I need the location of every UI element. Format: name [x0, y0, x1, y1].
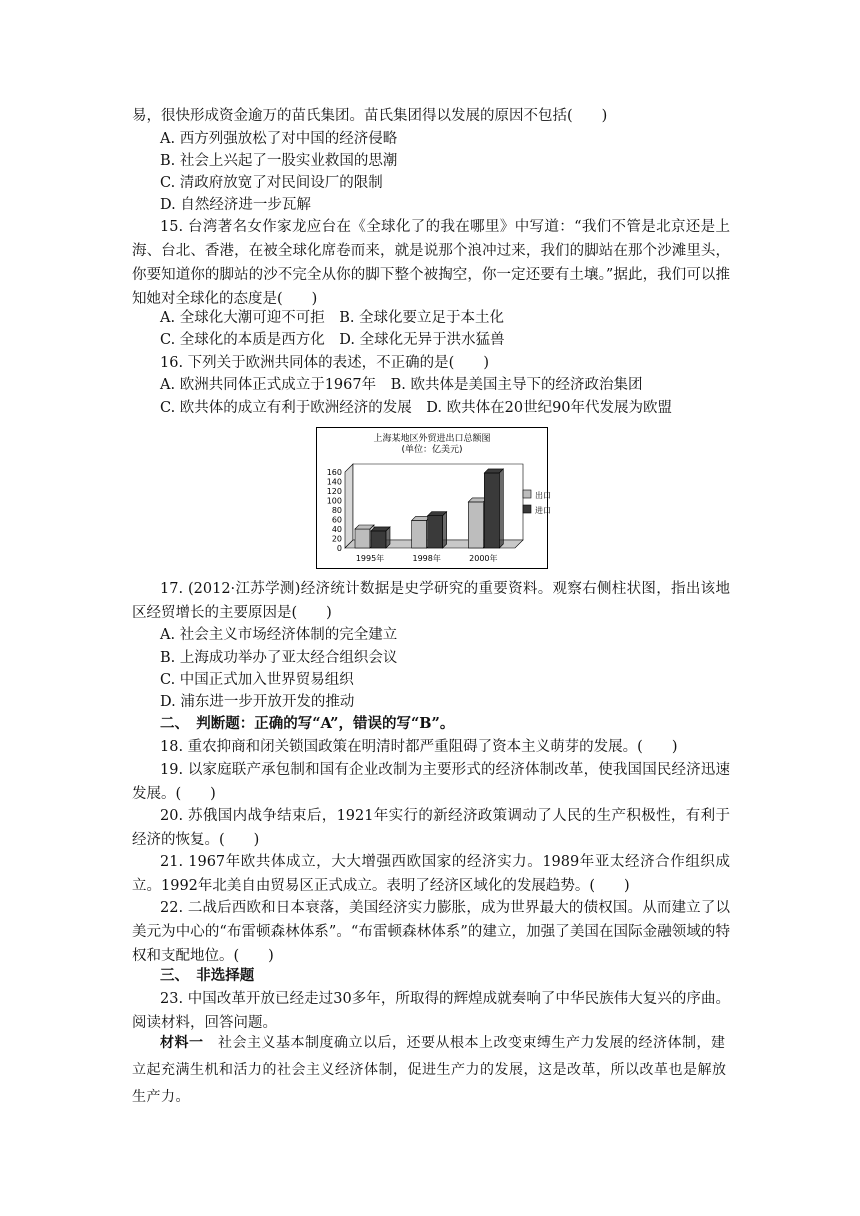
material-one [132, 1030, 730, 1111]
q16-options-cd: C. 欧共体的成立有利于欧洲经济的发展 D. 欧共体在20世纪90年代发展为欧盟 [160, 400, 673, 416]
q16-options-ab: A. 欧洲共同体正式成立于1967年 B. 欧共体是美国主导下的经济政治集团 [160, 377, 643, 393]
bar-side-进口 [386, 527, 390, 548]
judge-item-22: 22. 二战后西欧和日本衰落，美国经济实力膨胀，成为世界最大的债权国。从而建立了以美元为中心的“布雷顿森林体系”。“布雷顿森林体系”的建立，加强了美国在国际金融领域的特权和支配地位。( ) [132, 900, 730, 964]
bar-side-进口 [443, 512, 447, 548]
trade-bar-chart [316, 427, 551, 569]
y-tick-label: 60 [331, 515, 342, 525]
q14-option-a: A. 西方列强放松了对中国的经济侵略 [160, 131, 398, 147]
y-tick-label: 140 [326, 477, 342, 487]
q17-option-d: D. 浦东进一步开放开发的推动 [160, 694, 355, 710]
judge-item-21: 21. 1967年欧共体成立，大大增强西欧国家的经济实力。1989年亚太经济合作组织成立。1992年北美自由贸易区正式成立。表明了经济区域化的发展趋势。( ) [132, 854, 730, 894]
chart-subtitle: (单位：亿美元) [401, 445, 463, 455]
q17-option-b: B. 上海成功举办了亚太经合组织会议 [160, 650, 398, 666]
q15-stem: 15. 台湾著名女作家龙应台在《全球化了的我在哪里》中写道：“我们不管是北京还是上海、台北、香港，在被全球化席卷而来，就是说那个浪冲过来，我们的脚站在那个沙滩里头，你要知道你的脚站的沙不完全从你的脚下整个被掏空，你一定还要有土壤。”据此，我们可以推知她对全球化的态度是( ) [132, 219, 730, 307]
chart-title: 上海某地区外贸进出口总额图 [373, 434, 491, 444]
x-tick-label: 1998年 [412, 554, 441, 563]
section-3-heading: 三、 非选择题 [160, 967, 255, 984]
legend-swatch [523, 505, 531, 513]
bar-进口 [371, 531, 386, 548]
judge-item-20: 20. 苏俄国内战争结束后，1921年实行的新经济政策调动了人民的生产积极性，有利于经济的恢复。( ) [132, 808, 730, 848]
bar-出口 [412, 520, 427, 548]
bar-side-进口 [499, 469, 503, 548]
y-tick-label: 0 [336, 544, 342, 553]
y-tick-label: 160 [326, 468, 342, 477]
material-one-text: 社会主义基本制度确立以后，还要从根本上改变束缚生产力发展的经济体制，建立起充满生机和活力的社会主义经济体制，促进生产力的发展，这是改革，所以改革也是解放生产力。 [132, 1035, 727, 1105]
y-tick-label: 80 [331, 506, 342, 515]
x-tick-label: 1995年 [355, 554, 385, 563]
q17-option-c: C. 中国正式加入世界贸易组织 [160, 672, 354, 688]
q14-stem-tail: 易，很快形成资金逾万的苗氏集团。苗氏集团得以发展的原因不包括( ) [132, 108, 608, 124]
chart-svg [317, 428, 551, 568]
y-tick-label: 120 [326, 487, 342, 496]
bar-出口 [468, 502, 483, 548]
legend-swatch [523, 490, 531, 498]
y-tick-label: 20 [331, 534, 342, 544]
x-tick-label: 2000年 [469, 554, 498, 563]
bar-进口 [428, 516, 443, 548]
q14-option-c: C. 清政府放宽了对民间设厂的限制 [160, 175, 383, 191]
q17-option-a: A. 社会主义市场经济体制的完全建立 [160, 627, 398, 643]
chart-side-wall [345, 464, 353, 548]
judge-item-18: 18. 重农抑商和闭关锁国政策在明清时都严重阻碍了资本主义萌芽的发展。( ) [160, 739, 678, 755]
q17-stem: 17. (2012·江苏学测)经济统计数据是史学研究的重要资料。观察右侧柱状图，指出该地区经贸增长的主要原因是( ) [132, 581, 730, 621]
q14-option-b: B. 社会上兴起了一股实业救国的思潮 [160, 153, 398, 169]
legend-label: 进口 [535, 506, 551, 515]
q15-options-ab: A. 全球化大潮可迎不可拒 B. 全球化要立足于本土化 [160, 310, 505, 326]
q14-option-d: D. 自然经济进一步瓦解 [160, 197, 311, 213]
q23-stem: 23. 中国改革开放已经走过30多年，所取得的辉煌成就奏响了中华民族伟大复兴的序曲。阅读材料，回答问题。 [132, 991, 730, 1031]
bar-进口 [484, 473, 499, 548]
material-one-label: 材料一 [160, 1035, 204, 1051]
y-tick-label: 40 [331, 525, 342, 534]
judge-item-19: 19. 以家庭联产承包制和国有企业改制为主要形式的经济体制改革，使我国国民经济迅速发展。( ) [132, 762, 730, 802]
bar-出口 [355, 529, 370, 548]
q15-options-cd: C. 全球化的本质是西方化 D. 全球化无异于洪水猛兽 [160, 332, 505, 348]
section-2-heading: 二、 判断题：正确的写“A”，错误的写“B”。 [160, 715, 455, 732]
y-tick-label: 100 [326, 496, 342, 506]
legend-label: 出口 [535, 491, 551, 500]
q16-stem: 16. 下列关于欧洲共同体的表述，不正确的是( ) [160, 355, 489, 371]
